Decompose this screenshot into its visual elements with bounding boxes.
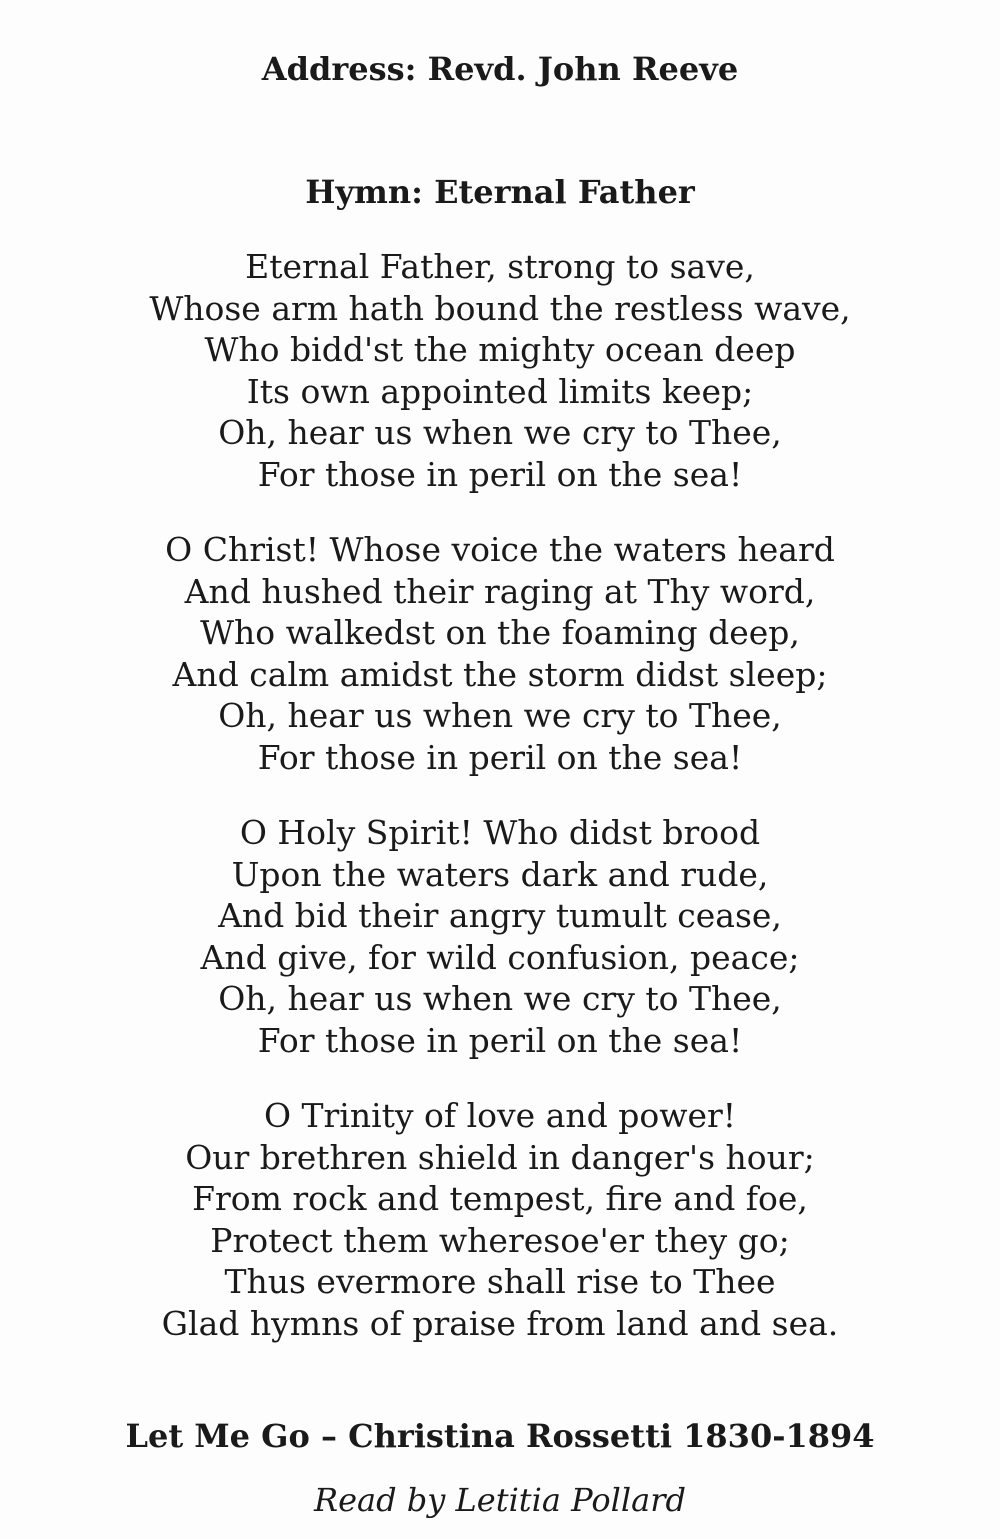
- hymn-verse-1: [0, 246, 1000, 495]
- address-heading: Address: Revd. John Reeve: [261, 50, 739, 88]
- verse-line: Who walkedst on the foaming deep,: [200, 613, 800, 652]
- verse-line: Whose arm hath bound the restless wave,: [149, 288, 851, 328]
- verse-line: Glad hymns of praise from land and sea.: [161, 1303, 839, 1343]
- verse-line: And hushed their raging at Thy word,: [184, 571, 816, 611]
- hymn-verse-4: [0, 1095, 1000, 1344]
- verse-line: Eternal Father, strong to save,: [245, 247, 755, 286]
- verse-line: From rock and tempest, fire and foe,: [192, 1179, 808, 1218]
- verse-line: Thus evermore shall rise to Thee: [224, 1262, 776, 1301]
- verse-line: O Trinity of love and power!: [263, 1096, 737, 1135]
- verse-line: Oh, hear us when we cry to Thee,: [218, 696, 782, 735]
- hymn-verse-3: [0, 812, 1000, 1061]
- verse-line: Who bidd'st the mighty ocean deep: [204, 330, 796, 369]
- verse-line: For those in peril on the sea!: [257, 454, 743, 494]
- verse-line: Oh, hear us when we cry to Thee,: [218, 979, 782, 1018]
- verse-line: O Holy Spirit! Who didst brood: [239, 813, 761, 852]
- hymn-verse-2: [0, 529, 1000, 778]
- verse-line: Protect them wheresoe'er they go;: [210, 1220, 790, 1260]
- verse-line: For those in peril on the sea!: [257, 737, 743, 777]
- verse-line: Our brethren shield in danger's hour;: [185, 1137, 815, 1177]
- verse-line: Its own appointed limits keep;: [246, 371, 754, 411]
- verse-line: And give, for wild confusion, peace;: [200, 937, 800, 977]
- verse-line: And bid their angry tumult cease,: [218, 896, 782, 935]
- verse-line: Upon the waters dark and rude,: [231, 854, 769, 894]
- verse-line: Oh, hear us when we cry to Thee,: [218, 413, 782, 452]
- verse-line: For those in peril on the sea!: [257, 1020, 743, 1060]
- reading-title: Let Me Go – Christina Rossetti 1830-1894: [125, 1417, 875, 1455]
- hymn-title: Hymn: Eternal Father: [305, 173, 695, 211]
- reader-credit: Read by Letitia Pollard: [314, 1481, 686, 1519]
- verse-line: And calm amidst the storm didst sleep;: [172, 654, 828, 694]
- verse-line: O Christ! Whose voice the waters heard: [165, 530, 835, 569]
